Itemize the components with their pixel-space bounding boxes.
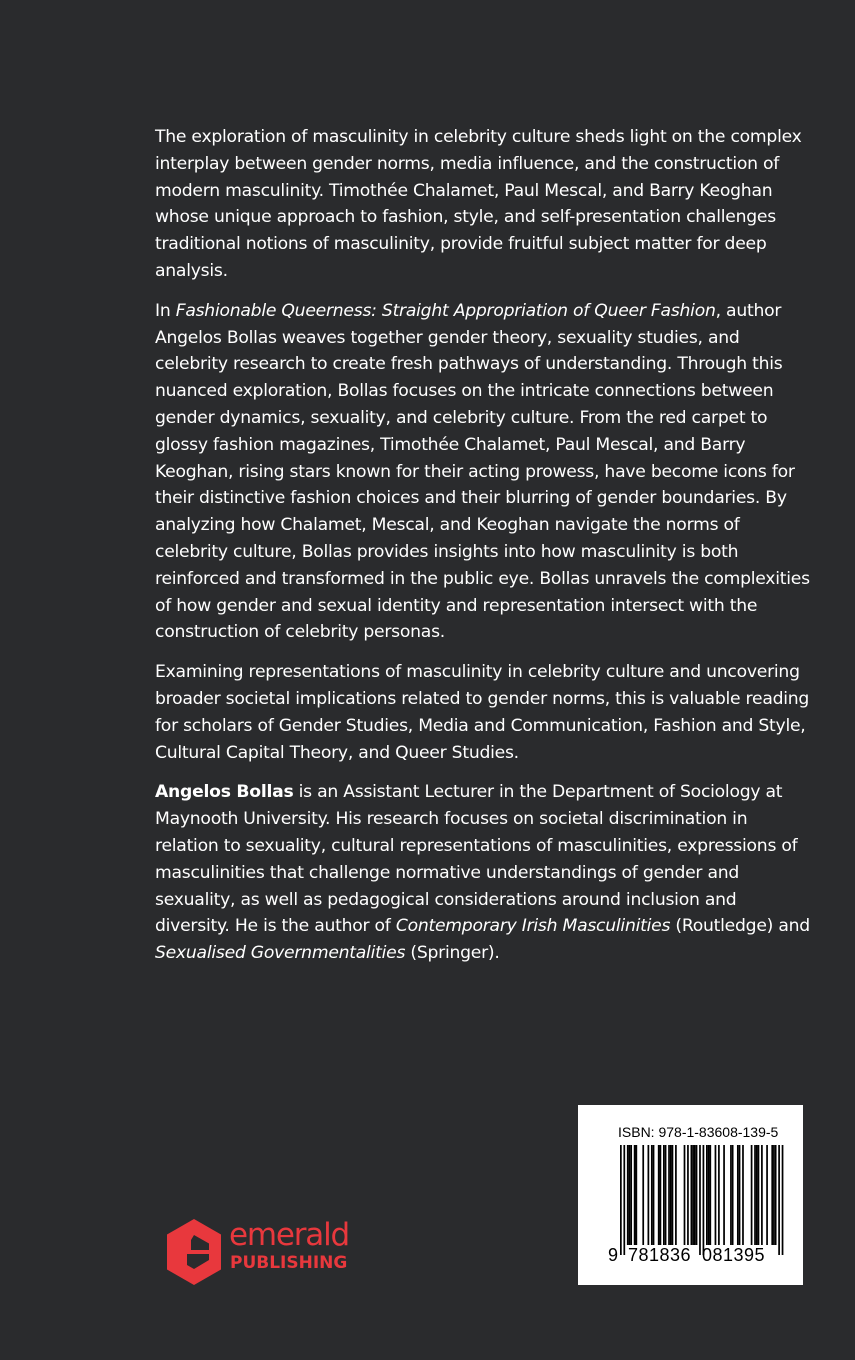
barcode-bar	[754, 1145, 756, 1245]
barcode-bar	[771, 1145, 773, 1245]
barcode-bar	[737, 1145, 739, 1245]
previous-book-2: Sexualised Governmentalities	[155, 943, 406, 964]
author-name: Angelos Bollas	[155, 782, 294, 803]
description-paragraph-3: Examining representations of masculinity in celebrity culture and uncovering broader societal implications related to gender norms, this is valuable reading for scholars of Gender Studies, Media and Communication, Fashion and Style, Cultural Capital Theory, and Queer Studies.	[155, 662, 810, 763]
barcode-bar	[766, 1145, 768, 1245]
barcode-bar	[761, 1145, 763, 1245]
barcode-bar	[672, 1145, 674, 1245]
barcode-bar	[691, 1145, 693, 1245]
barcode-digits-left: 781836	[628, 1245, 692, 1265]
barcode-bar	[623, 1145, 625, 1255]
barcode-bar	[699, 1145, 701, 1255]
barcode-bar	[660, 1145, 662, 1245]
p2-body: , author Angelos Bollas weaves together gender theory, sexuality studies, and celebrity research to create fresh pathways of understanding. Through this nuanced exploration, Bollas focuses on the intricate connections between gender dynamics, sexuality, and celebrity culture. From the red carpet to glossy fashion magazines, Timothée Chalamet, Paul Mescal, and Barry Keoghan, rising stars known for their acting prowess, have become icons for their distinctive fashion choices and their blurring of gender boundaries. By analyzing how Chalamet, Mescal, and Keoghan navigate the norms of celebrity culture, Bollas provides insights into how masculinity is both reinforced and transformed in the public eye. Bollas unravels the complexities of how gender and sexual identity and representation intersect with the construction of celebrity personas.	[155, 300, 810, 643]
description-paragraph-1: The exploration of masculinity in celebrity culture sheds light on the complex interplay between gender norms, media influence, and the construction of modern masculinity. Timothée Chalamet, Paul Mescal, and Barry Keoghan whose unique approach to fashion, style, and self-presentation challenges traditional notions of masculinity, provide fruitful subject matter for deep analysis.	[155, 127, 802, 281]
barcode-bar	[708, 1145, 710, 1245]
barcode-bar	[665, 1145, 667, 1245]
barcode-bar	[694, 1145, 696, 1245]
barcode-bar	[670, 1145, 672, 1245]
barcode-bar	[653, 1145, 655, 1245]
bio-text-3: (Springer).	[405, 943, 500, 964]
barcode-bar	[658, 1145, 660, 1245]
barcode-bar	[751, 1145, 753, 1245]
barcode-bar	[739, 1145, 741, 1245]
barcode-bar	[773, 1145, 775, 1245]
barcode-bar	[696, 1145, 698, 1245]
barcode-bar	[675, 1145, 677, 1245]
barcode-bar	[742, 1145, 744, 1245]
barcode-bar	[687, 1145, 689, 1245]
description-paragraph-2	[155, 298, 810, 646]
author-bio	[155, 779, 810, 967]
publisher-logo	[165, 1218, 365, 1288]
emerald-e-hexagon-icon	[165, 1218, 223, 1286]
barcode-bar	[778, 1145, 780, 1255]
bio-text-1: is an Assistant Lecturer in the Department of Sociology at Maynooth University. His research focuses on societal discrimination in relation to sexuality, cultural representations of masculinities, expressions of masculinities that challenge normative understandings of gender and sexuality, as well as pedagogical considerations around inclusion and diversity. He is the author of	[155, 782, 798, 937]
barcode-bar	[758, 1145, 760, 1245]
isbn-label: ISBN: 978-1-83608-139-5	[618, 1124, 779, 1140]
barcode-bar	[723, 1145, 725, 1245]
barcode-bar	[718, 1145, 720, 1245]
publisher-name-line2: PUBLISHING	[230, 1253, 348, 1273]
barcode-bar	[629, 1145, 631, 1245]
barcode-bar	[627, 1145, 629, 1245]
barcode-bar	[715, 1145, 717, 1245]
barcode-bar	[756, 1145, 758, 1245]
publisher-name-line1: emerald	[229, 1217, 349, 1253]
bio-text-2: (Routledge) and	[670, 916, 810, 937]
barcode-bar	[635, 1145, 637, 1245]
barcode-bar	[782, 1145, 784, 1255]
isbn-barcode-block	[578, 1105, 803, 1285]
barcode-bar	[684, 1145, 686, 1245]
p2-prefix: In	[155, 300, 176, 321]
barcode-bar	[630, 1145, 632, 1245]
barcode-digit-first: 9	[608, 1245, 619, 1265]
barcode-digits-right: 081395	[702, 1245, 766, 1265]
barcode-bar	[668, 1145, 670, 1245]
barcode-bar	[706, 1145, 708, 1245]
barcode-bar	[703, 1145, 705, 1255]
back-cover-blurb	[155, 124, 810, 980]
previous-book-1: Contemporary Irish Masculinities	[395, 916, 671, 937]
barcode-bar	[642, 1145, 644, 1245]
barcode-bar	[709, 1145, 711, 1245]
barcode-bar	[730, 1145, 732, 1245]
barcode-bar	[634, 1145, 636, 1245]
barcode-bar	[663, 1145, 665, 1245]
barcode-bar	[651, 1145, 653, 1245]
barcode-bar	[732, 1145, 734, 1245]
barcode-bar	[648, 1145, 650, 1245]
barcode-bar	[620, 1145, 622, 1255]
barcode-bar	[692, 1145, 694, 1245]
barcode-bar	[775, 1145, 777, 1245]
book-title: Fashionable Queerness: Straight Appropriation of Queer Fashion	[175, 300, 716, 321]
